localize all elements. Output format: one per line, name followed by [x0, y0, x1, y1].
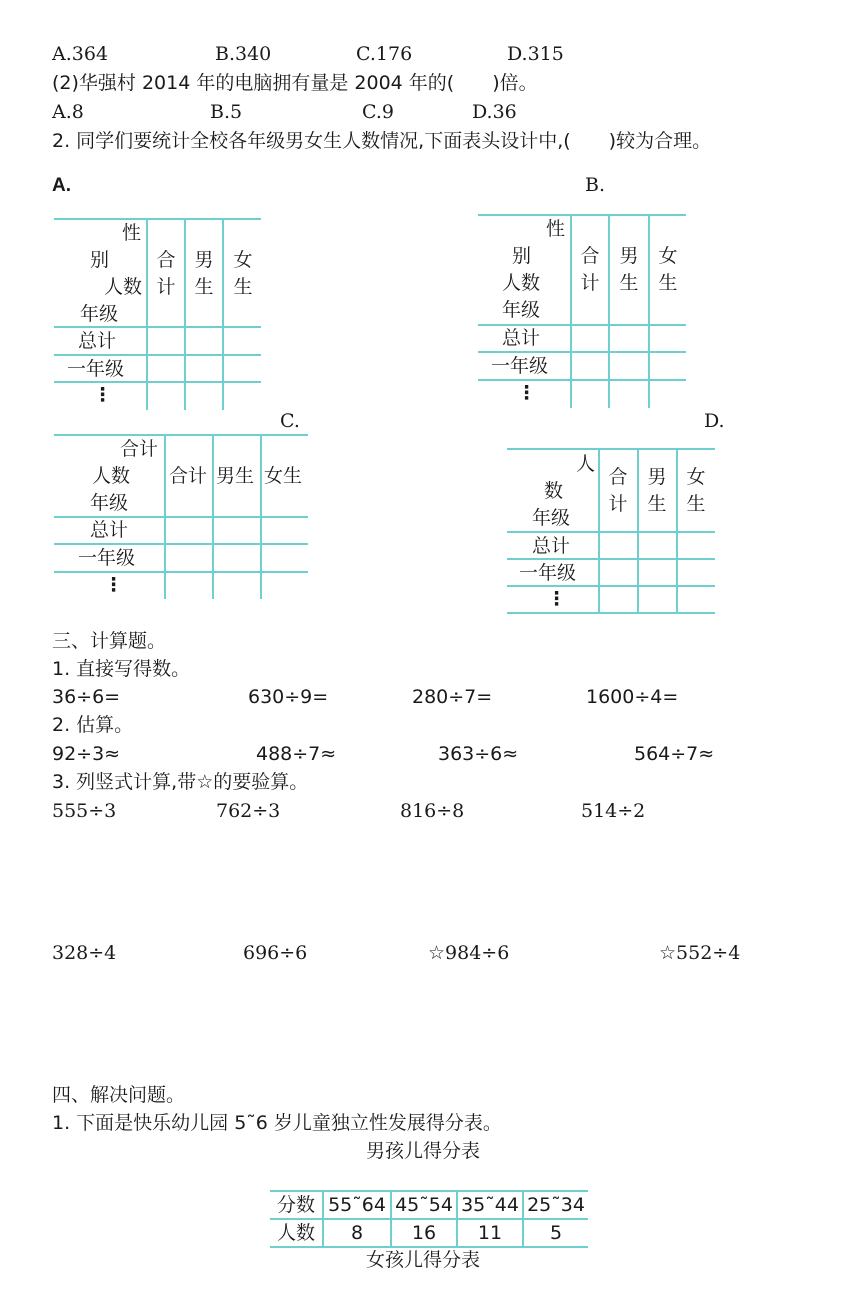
table-d-rule	[507, 585, 715, 587]
table-b-rule	[478, 214, 686, 216]
q2-option-a: A.8	[52, 101, 84, 123]
direct-calc-item: 280÷7=	[412, 686, 493, 708]
vertical-calc-item: 762÷3	[216, 800, 281, 822]
table-c-rule	[164, 434, 166, 599]
table-a-col-total: 合计	[156, 249, 176, 298]
table-b-col-boys: 男生	[619, 245, 639, 294]
estimate-item: 488÷7≈	[256, 743, 337, 765]
table-d-header-text: 年级	[532, 507, 571, 529]
table-c-rule	[54, 571, 308, 573]
vertical-calc-item: ☆984÷6	[428, 942, 510, 964]
table-c-col-girls: 女生	[264, 465, 303, 487]
section4-problem1: 1. 下面是快乐幼儿园 5˜6 岁儿童独立性发展得分表。	[52, 1112, 502, 1134]
table-b-header-text: 年级	[502, 299, 541, 321]
table-b-row-grade1: 一年级	[491, 355, 549, 377]
section3-sub2: 2. 估算。	[52, 714, 134, 736]
table-d-row-ellipsis: ⋮	[547, 588, 566, 610]
table-a-col-girls: 女生	[233, 249, 253, 298]
score-table-row-cell: 人数	[276, 1222, 315, 1244]
table-c-header-text: 合计	[120, 438, 159, 460]
direct-calc-item: 36÷6=	[52, 686, 121, 708]
table-c-header-text: 人数	[92, 465, 131, 487]
table-a-label: A.	[52, 175, 71, 196]
q1-option-c: C.176	[356, 43, 413, 65]
table-a-header-text: 别	[90, 249, 110, 271]
q2-option-d: D.36	[472, 101, 517, 123]
table-d-label: D.	[704, 410, 725, 432]
vertical-calc-item: ☆552÷4	[659, 942, 741, 964]
q2-option-b: B.5	[210, 101, 243, 123]
vertical-calc-item: 514÷2	[581, 800, 646, 822]
table-a-rule	[54, 381, 261, 383]
table-a-col-boys: 男生	[194, 249, 214, 298]
girls-table-title: 女孩儿得分表	[366, 1249, 481, 1271]
q1-option-b: B.340	[215, 43, 272, 65]
table-b-header-text: 人数	[502, 272, 541, 294]
table-d-col-girls: 女生	[686, 466, 706, 515]
table-a-rule	[54, 354, 261, 356]
table-b-rule	[648, 214, 650, 408]
q1-option-a: A.364	[52, 43, 109, 65]
boys-table-title: 男孩儿得分表	[366, 1140, 481, 1162]
table-d-rule	[507, 531, 715, 533]
table-a-row-ellipsis: ⋮	[93, 384, 112, 406]
score-table-rule	[270, 1218, 588, 1220]
table-c-row-total: 总计	[90, 519, 129, 541]
q2-text: (2)华强村 2014 年的电脑拥有量是 2004 年的( )倍。	[52, 72, 538, 94]
table-a-rule	[222, 218, 224, 410]
estimate-item: 363÷6≈	[438, 743, 519, 765]
section3-sub3: 3. 列竖式计算,带☆的要验算。	[52, 771, 309, 793]
table-c-header-text: 年级	[90, 492, 129, 514]
table-a-row-grade1: 一年级	[67, 358, 125, 380]
estimate-item: 92÷3≈	[52, 743, 121, 765]
vertical-calc-item: 696÷6	[243, 942, 308, 964]
table-b-rule	[478, 379, 686, 381]
table-d-header-text: 数	[544, 480, 564, 502]
table-a-rule	[54, 326, 261, 328]
section3-title: 三、计算题。	[52, 630, 167, 652]
score-table-rule	[270, 1190, 588, 1192]
score-table-head-cell: 25˜34	[527, 1194, 585, 1216]
table-b-rule	[478, 351, 686, 353]
score-table-row-cell: 8	[350, 1222, 364, 1244]
score-table-head-cell: 分数	[276, 1194, 315, 1216]
score-table-row-cell: 11	[477, 1222, 503, 1244]
score-table-row-cell: 5	[549, 1222, 563, 1244]
table-c-col-total: 合计	[169, 465, 208, 487]
score-table-head-cell: 45˜54	[395, 1194, 453, 1216]
direct-calc-item: 1600÷4=	[586, 686, 679, 708]
section3-sub1: 1. 直接写得数。	[52, 658, 191, 680]
table-c-row-grade1: 一年级	[78, 547, 136, 569]
table-a-header-text: 人数	[104, 276, 143, 298]
table-d-rule	[598, 448, 600, 614]
q3-text: 2. 同学们要统计全校各年级男女生人数情况,下面表头设计中,( )较为合理。	[52, 130, 712, 152]
direct-calc-item: 630÷9=	[248, 686, 329, 708]
table-d-col-boys: 男生	[647, 466, 667, 515]
table-c-col-boys: 男生	[216, 465, 255, 487]
score-table-head-cell: 55˜64	[328, 1194, 386, 1216]
table-d-rule	[676, 448, 678, 614]
table-b-col-girls: 女生	[658, 245, 678, 294]
q2-option-c: C.9	[362, 101, 394, 123]
table-d-col-total: 合计	[608, 466, 628, 515]
vertical-calc-item: 328÷4	[52, 942, 117, 964]
table-c-rule	[54, 543, 308, 545]
table-b-row-total: 总计	[502, 327, 541, 349]
table-a-header-text: 性	[122, 222, 142, 244]
table-a-header-text: 年级	[80, 303, 119, 325]
table-b-row-ellipsis: ⋮	[517, 382, 536, 404]
score-table-rule	[270, 1246, 588, 1248]
table-b-rule	[570, 214, 572, 408]
score-table-row-cell: 16	[411, 1222, 437, 1244]
table-d-rule	[507, 448, 715, 450]
table-b-rule	[608, 214, 610, 408]
q1-option-d: D.315	[507, 43, 564, 65]
table-b-col-total: 合计	[580, 245, 600, 294]
table-d-row-total: 总计	[532, 535, 571, 557]
table-c-label: C.	[280, 410, 300, 432]
table-c-rule	[212, 434, 214, 599]
table-a-rule	[54, 218, 261, 220]
table-d-row-grade1: 一年级	[519, 562, 577, 584]
table-a-row-total: 总计	[78, 330, 117, 352]
table-d-header-text: 人	[576, 453, 596, 475]
score-table-head-cell: 35˜44	[461, 1194, 519, 1216]
vertical-calc-item: 816÷8	[400, 800, 465, 822]
vertical-calc-item: 555÷3	[52, 800, 117, 822]
table-a-rule	[146, 218, 148, 410]
table-b-header-text: 性	[546, 218, 566, 240]
table-a-rule	[184, 218, 186, 410]
table-d-rule	[637, 448, 639, 614]
table-b-header-text: 别	[512, 245, 532, 267]
table-d-rule	[507, 612, 715, 614]
table-b-rule	[478, 324, 686, 326]
section4-title: 四、解决问题。	[52, 1084, 186, 1106]
table-c-rule	[54, 516, 308, 518]
table-c-row-ellipsis: ⋮	[104, 574, 123, 596]
table-d-rule	[507, 558, 715, 560]
table-c-rule	[260, 434, 262, 599]
estimate-item: 564÷7≈	[634, 743, 715, 765]
table-c-rule	[54, 434, 308, 436]
table-b-label: B.	[585, 174, 606, 196]
